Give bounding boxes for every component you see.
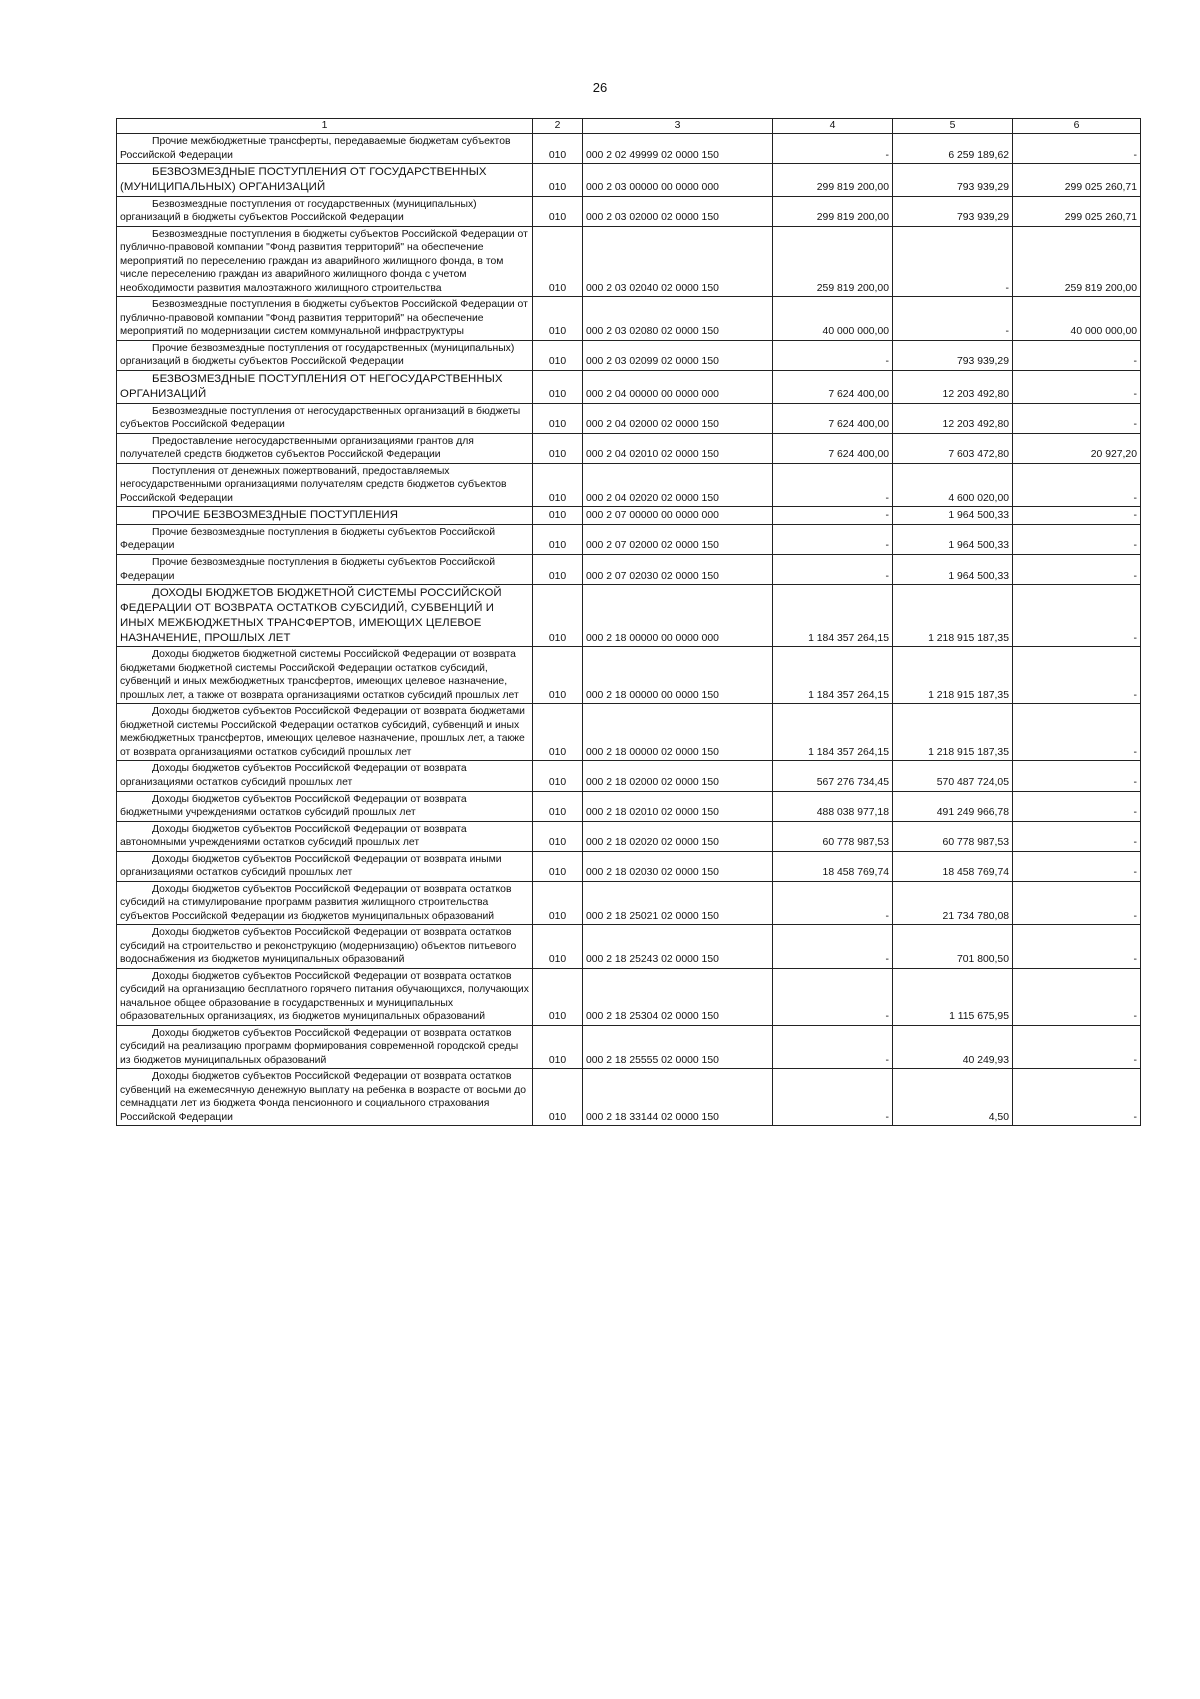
row-line-code: 010 <box>533 196 583 226</box>
row-description-text: Прочие межбюджетные трансферты, передаваемые бюджетам субъектов Российской Федерации <box>120 136 511 161</box>
row-description-text: Безвозмездные поступления от негосударственных организаций в бюджеты субъектов Российской Федерации <box>120 405 521 431</box>
revenue-table <box>116 118 1141 1126</box>
row-description <box>117 370 533 403</box>
row-revenue-code: 000 2 18 00000 02 0000 150 <box>583 704 773 761</box>
row-line-code: 010 <box>533 403 583 433</box>
row-line-code: 010 <box>533 761 583 791</box>
row-revenue-code: 000 2 02 49999 02 0000 150 <box>583 134 773 164</box>
row-line-code: 010 <box>533 463 583 507</box>
row-description-text: ПРОЧИЕ БЕЗВОЗМЕЗДНЫЕ ПОСТУПЛЕНИЯ <box>152 509 399 522</box>
row-unexecuted-amount: 20 927,20 <box>1013 433 1141 463</box>
row-description <box>117 524 533 554</box>
table-row <box>117 851 1141 881</box>
row-description <box>117 403 533 433</box>
row-executed-amount: 1 964 500,33 <box>893 507 1013 525</box>
row-approved-amount: - <box>773 340 893 370</box>
row-revenue-code: 000 2 04 02020 02 0000 150 <box>583 463 773 507</box>
table-body <box>117 134 1141 1126</box>
table-row <box>117 196 1141 226</box>
row-approved-amount: 1 184 357 264,15 <box>773 585 893 647</box>
row-approved-amount: 1 184 357 264,15 <box>773 704 893 761</box>
row-description <box>117 196 533 226</box>
row-line-code: 010 <box>533 968 583 1025</box>
row-description-text: Безвозмездные поступления от государственных (муниципальных) организаций в бюджеты субъектов Российской Федерации <box>120 198 477 224</box>
row-revenue-code: 000 2 18 25304 02 0000 150 <box>583 968 773 1025</box>
row-approved-amount: 7 624 400,00 <box>773 403 893 433</box>
row-unexecuted-amount: - <box>1013 403 1141 433</box>
row-description-text: ДОХОДЫ БЮДЖЕТОВ БЮДЖЕТНОЙ СИСТЕМЫ РОССИЙСКОЙ ФЕДЕРАЦИИ ОТ ВОЗВРАТА ОСТАТКОВ СУБСИДИЙ, СУБВЕНЦИЙ И ИНЫХ МЕЖБЮДЖЕТНЫХ ТРАНСФЕРТОВ, ИМЕЮЩИХ ЦЕЛЕВОЕ НАЗНАЧЕНИЕ, ПРОШЛЫХ ЛЕТ <box>120 587 502 644</box>
row-description <box>117 791 533 821</box>
table-row <box>117 433 1141 463</box>
row-description-text: Предоставление негосударственными организациями грантов для получателей средств бюджетов субъектов Российской Федерации <box>120 435 474 461</box>
row-description <box>117 925 533 969</box>
row-approved-amount: 299 819 200,00 <box>773 164 893 197</box>
row-line-code: 010 <box>533 851 583 881</box>
row-executed-amount: - <box>893 297 1013 341</box>
row-revenue-code: 000 2 03 02040 02 0000 150 <box>583 226 773 297</box>
row-unexecuted-amount: - <box>1013 851 1141 881</box>
table-row <box>117 507 1141 525</box>
row-description-text: Доходы бюджетов бюджетной системы Российской Федерации от возврата бюджетами бюджетной системы Российской Федерации остатков субсидий, субвенций и иных межбюджетных трансфертов, имеющих целевое назначение, прошлых лет, а также от возврата организациями остатков субсидий прошлых лет <box>120 649 519 701</box>
row-unexecuted-amount: - <box>1013 507 1141 525</box>
row-executed-amount: 12 203 492,80 <box>893 370 1013 403</box>
row-approved-amount: 488 038 977,18 <box>773 791 893 821</box>
row-executed-amount: 793 939,29 <box>893 196 1013 226</box>
row-approved-amount: - <box>773 134 893 164</box>
row-revenue-code: 000 2 18 02000 02 0000 150 <box>583 761 773 791</box>
row-unexecuted-amount: - <box>1013 555 1141 585</box>
row-unexecuted-amount: - <box>1013 1025 1141 1069</box>
table-row <box>117 297 1141 341</box>
row-executed-amount: 570 487 724,05 <box>893 761 1013 791</box>
row-executed-amount: 4 600 020,00 <box>893 463 1013 507</box>
row-description-text: Доходы бюджетов субъектов Российской Федерации от возврата автономными учреждениями остатков субсидий прошлых лет <box>120 823 467 849</box>
row-line-code: 010 <box>533 821 583 851</box>
table-row <box>117 370 1141 403</box>
row-executed-amount: 60 778 987,53 <box>893 821 1013 851</box>
row-description <box>117 297 533 341</box>
row-line-code: 010 <box>533 340 583 370</box>
row-description <box>117 1069 533 1126</box>
row-description-text: Доходы бюджетов субъектов Российской Федерации от возврата бюджетами бюджетной системы Российской Федерации остатков субсидий, субвенций и иных межбюджетных трансфертов, имеющих целевое назначение, прошлых лет, а также от возврата организациями остатков субсидий прошлых лет <box>120 706 525 758</box>
row-executed-amount: 793 939,29 <box>893 164 1013 197</box>
row-description <box>117 968 533 1025</box>
row-line-code: 010 <box>533 297 583 341</box>
row-approved-amount: 7 624 400,00 <box>773 433 893 463</box>
row-unexecuted-amount: - <box>1013 134 1141 164</box>
row-line-code: 010 <box>533 791 583 821</box>
row-description-text: Поступления от денежных пожертвований, предоставляемых негосударственными организациями получателям средств бюджетов субъектов Российской Федерации <box>120 465 507 504</box>
row-description <box>117 134 533 164</box>
row-approved-amount: - <box>773 507 893 525</box>
row-executed-amount: 4,50 <box>893 1069 1013 1126</box>
row-executed-amount: 701 800,50 <box>893 925 1013 969</box>
row-description-text: Доходы бюджетов субъектов Российской Федерации от возврата остатков субвенций на ежемесячную денежную выплату на ребенка в возрасте от восьми до семнадцати лет из бюджета Фонда пенсионного и социального страхования Российской Федерации <box>120 1071 526 1123</box>
row-description-text: Безвозмездные поступления в бюджеты субъектов Российской Федерации от публично-правовой компании "Фонд развития территорий" на обеспечение мероприятий по модернизации систем коммунальной инфраструктуры <box>120 299 528 338</box>
row-approved-amount: 18 458 769,74 <box>773 851 893 881</box>
row-description-text: Доходы бюджетов субъектов Российской Федерации от возврата бюджетными учреждениями остатков субсидий прошлых лет <box>120 793 467 819</box>
row-line-code: 010 <box>533 134 583 164</box>
column-header-1: 1 <box>117 119 533 134</box>
row-revenue-code: 000 2 18 25243 02 0000 150 <box>583 925 773 969</box>
row-unexecuted-amount: 299 025 260,71 <box>1013 196 1141 226</box>
table-row <box>117 1025 1141 1069</box>
row-line-code: 010 <box>533 524 583 554</box>
row-revenue-code: 000 2 18 25021 02 0000 150 <box>583 881 773 925</box>
row-line-code: 010 <box>533 370 583 403</box>
row-description-text: БЕЗВОЗМЕЗДНЫЕ ПОСТУПЛЕНИЯ ОТ НЕГОСУДАРСТВЕННЫХ ОРГАНИЗАЦИЙ <box>120 372 503 400</box>
row-revenue-code: 000 2 07 00000 00 0000 000 <box>583 507 773 525</box>
row-approved-amount: - <box>773 524 893 554</box>
row-approved-amount: 567 276 734,45 <box>773 761 893 791</box>
table-row <box>117 791 1141 821</box>
row-description <box>117 226 533 297</box>
row-unexecuted-amount: - <box>1013 968 1141 1025</box>
row-description <box>117 585 533 647</box>
row-approved-amount: 7 624 400,00 <box>773 370 893 403</box>
row-unexecuted-amount: - <box>1013 761 1141 791</box>
row-description-text: Прочие безвозмездные поступления в бюджеты субъектов Российской Федерации <box>120 557 496 582</box>
row-executed-amount: 1 964 500,33 <box>893 524 1013 554</box>
row-approved-amount: - <box>773 1069 893 1126</box>
row-executed-amount: 1 218 915 187,35 <box>893 585 1013 647</box>
row-unexecuted-amount: - <box>1013 704 1141 761</box>
row-revenue-code: 000 2 03 02099 02 0000 150 <box>583 340 773 370</box>
row-description <box>117 507 533 525</box>
row-approved-amount: - <box>773 968 893 1025</box>
row-line-code: 010 <box>533 881 583 925</box>
table-row <box>117 340 1141 370</box>
row-revenue-code: 000 2 04 00000 00 0000 000 <box>583 370 773 403</box>
row-unexecuted-amount: - <box>1013 370 1141 403</box>
row-line-code: 010 <box>533 164 583 197</box>
row-approved-amount: 299 819 200,00 <box>773 196 893 226</box>
row-revenue-code: 000 2 04 02010 02 0000 150 <box>583 433 773 463</box>
row-executed-amount: 491 249 966,78 <box>893 791 1013 821</box>
table-row <box>117 585 1141 647</box>
row-description <box>117 555 533 585</box>
row-approved-amount: - <box>773 881 893 925</box>
row-executed-amount: 793 939,29 <box>893 340 1013 370</box>
row-description-text: Доходы бюджетов субъектов Российской Федерации от возврата организациями остатков субсидий прошлых лет <box>120 763 467 788</box>
row-unexecuted-amount: - <box>1013 791 1141 821</box>
row-description <box>117 761 533 791</box>
table-row <box>117 761 1141 791</box>
row-description-text: Доходы бюджетов субъектов Российской Федерации от возврата остатков субсидий на стимулирование программ развития жилищного строительства субъектов Российской Федерации из бюджетов муниципальных образований <box>120 883 512 922</box>
row-description <box>117 851 533 881</box>
column-header-5: 5 <box>893 119 1013 134</box>
column-header-4: 4 <box>773 119 893 134</box>
column-header-3: 3 <box>583 119 773 134</box>
table-header-row <box>117 119 1141 134</box>
row-revenue-code: 000 2 03 00000 00 0000 000 <box>583 164 773 197</box>
row-executed-amount: 1 115 675,95 <box>893 968 1013 1025</box>
table-row <box>117 925 1141 969</box>
row-executed-amount: 7 603 472,80 <box>893 433 1013 463</box>
table-row <box>117 524 1141 554</box>
row-description-text: Прочие безвозмездные поступления в бюджеты субъектов Российской Федерации <box>120 526 496 552</box>
table-row <box>117 164 1141 197</box>
column-header-2: 2 <box>533 119 583 134</box>
row-executed-amount: 1 218 915 187,35 <box>893 704 1013 761</box>
row-description <box>117 647 533 704</box>
row-executed-amount: 40 249,93 <box>893 1025 1013 1069</box>
row-unexecuted-amount: - <box>1013 1069 1141 1126</box>
table-row <box>117 881 1141 925</box>
row-line-code: 010 <box>533 925 583 969</box>
row-unexecuted-amount: - <box>1013 585 1141 647</box>
row-description-text: Прочие безвозмездные поступления от государственных (муниципальных) организаций в бюджеты субъектов Российской Федерации <box>120 342 515 368</box>
row-description <box>117 881 533 925</box>
row-revenue-code: 000 2 18 00000 00 0000 000 <box>583 585 773 647</box>
row-unexecuted-amount: - <box>1013 524 1141 554</box>
row-executed-amount: 1 964 500,33 <box>893 555 1013 585</box>
row-description <box>117 704 533 761</box>
row-description <box>117 164 533 197</box>
row-approved-amount: - <box>773 555 893 585</box>
row-line-code: 010 <box>533 1025 583 1069</box>
row-executed-amount: 18 458 769,74 <box>893 851 1013 881</box>
row-description-text: Доходы бюджетов субъектов Российской Федерации от возврата остатков субсидий на реализацию программ формирования современной городской среды из бюджетов муниципальных образований <box>120 1027 519 1066</box>
row-description-text: Доходы бюджетов субъектов Российской Федерации от возврата остатков субсидий на организацию бесплатного горячего питания обучающихся, получающих начальное общее образование в государственных и муниципальных образовательных организациях, из бюджетов муниципальных образований <box>120 970 529 1023</box>
row-approved-amount: 60 778 987,53 <box>773 821 893 851</box>
page-number: 26 <box>592 80 608 95</box>
row-revenue-code: 000 2 18 33144 02 0000 150 <box>583 1069 773 1126</box>
row-unexecuted-amount: - <box>1013 340 1141 370</box>
row-executed-amount: 6 259 189,62 <box>893 134 1013 164</box>
row-executed-amount: 1 218 915 187,35 <box>893 647 1013 704</box>
row-unexecuted-amount: - <box>1013 463 1141 507</box>
row-revenue-code: 000 2 03 02080 02 0000 150 <box>583 297 773 341</box>
row-revenue-code: 000 2 18 02020 02 0000 150 <box>583 821 773 851</box>
row-description-text: БЕЗВОЗМЕЗДНЫЕ ПОСТУПЛЕНИЯ ОТ ГОСУДАРСТВЕННЫХ (МУНИЦИПАЛЬНЫХ) ОРГАНИЗАЦИЙ <box>120 166 487 193</box>
row-description <box>117 433 533 463</box>
row-approved-amount: - <box>773 463 893 507</box>
row-unexecuted-amount: - <box>1013 925 1141 969</box>
table-row <box>117 463 1141 507</box>
row-description <box>117 340 533 370</box>
table-row <box>117 704 1141 761</box>
row-description-text: Доходы бюджетов субъектов Российской Федерации от возврата остатков субсидий на строительство и реконструкцию (модернизацию) объектов питьевого водоснабжения из бюджетов муниципальных образований <box>120 927 517 966</box>
table-row <box>117 403 1141 433</box>
row-revenue-code: 000 2 07 02030 02 0000 150 <box>583 555 773 585</box>
row-executed-amount: 12 203 492,80 <box>893 403 1013 433</box>
row-line-code: 010 <box>533 585 583 647</box>
table-row <box>117 821 1141 851</box>
row-revenue-code: 000 2 07 02000 02 0000 150 <box>583 524 773 554</box>
table-row <box>117 555 1141 585</box>
table-row <box>117 134 1141 164</box>
row-line-code: 010 <box>533 1069 583 1126</box>
row-unexecuted-amount: 40 000 000,00 <box>1013 297 1141 341</box>
row-description-text: Безвозмездные поступления в бюджеты субъектов Российской Федерации от публично-правовой компании "Фонд развития территорий" на обеспечение мероприятий по переселению граждан из аварийного жилищного фонда, в том числе переселению граждан из аварийного жилищного фонда с учетом необходимости развития малоэтажного жилищного строительства <box>120 228 528 294</box>
row-line-code: 010 <box>533 433 583 463</box>
row-approved-amount: - <box>773 925 893 969</box>
row-unexecuted-amount: 299 025 260,71 <box>1013 164 1141 197</box>
row-executed-amount: 21 734 780,08 <box>893 881 1013 925</box>
row-line-code: 010 <box>533 647 583 704</box>
row-revenue-code: 000 2 18 02010 02 0000 150 <box>583 791 773 821</box>
row-unexecuted-amount: - <box>1013 881 1141 925</box>
row-approved-amount: 40 000 000,00 <box>773 297 893 341</box>
row-unexecuted-amount: - <box>1013 647 1141 704</box>
table-row <box>117 647 1141 704</box>
table-row <box>117 1069 1141 1126</box>
row-description <box>117 1025 533 1069</box>
row-revenue-code: 000 2 04 02000 02 0000 150 <box>583 403 773 433</box>
row-description <box>117 821 533 851</box>
row-description-text: Доходы бюджетов субъектов Российской Федерации от возврата иными организациями остатков субсидий прошлых лет <box>120 853 502 879</box>
row-line-code: 010 <box>533 704 583 761</box>
row-unexecuted-amount: 259 819 200,00 <box>1013 226 1141 297</box>
table-row <box>117 226 1141 297</box>
table-row <box>117 968 1141 1025</box>
row-revenue-code: 000 2 18 00000 00 0000 150 <box>583 647 773 704</box>
row-description <box>117 463 533 507</box>
row-line-code: 010 <box>533 226 583 297</box>
row-line-code: 010 <box>533 507 583 525</box>
row-revenue-code: 000 2 03 02000 02 0000 150 <box>583 196 773 226</box>
row-revenue-code: 000 2 18 25555 02 0000 150 <box>583 1025 773 1069</box>
row-revenue-code: 000 2 18 02030 02 0000 150 <box>583 851 773 881</box>
row-approved-amount: 1 184 357 264,15 <box>773 647 893 704</box>
row-line-code: 010 <box>533 555 583 585</box>
column-header-6: 6 <box>1013 119 1141 134</box>
row-unexecuted-amount: - <box>1013 821 1141 851</box>
row-executed-amount: - <box>893 226 1013 297</box>
row-approved-amount: 259 819 200,00 <box>773 226 893 297</box>
row-approved-amount: - <box>773 1025 893 1069</box>
